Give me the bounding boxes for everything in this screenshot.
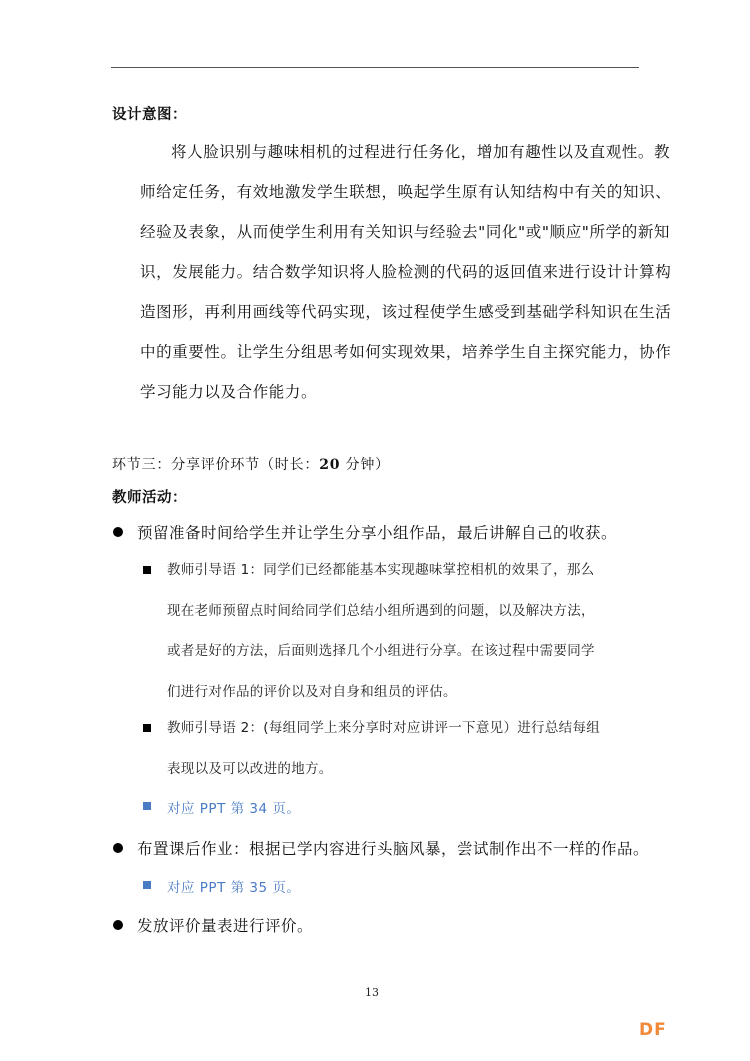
section-title: 环节三：分享评价环节（时长：20 分钟） [112, 457, 390, 473]
blue-square-bullet-icon [143, 881, 151, 889]
bullet-dot-icon [113, 527, 123, 537]
df-logo: DF [639, 1020, 667, 1040]
paragraph-line: 学习能力以及合作能力。 [140, 383, 318, 401]
bullet-dot-icon [113, 920, 123, 930]
teacher-activity-heading: 教师活动： [112, 490, 187, 506]
blue-square-bullet-icon [143, 802, 151, 810]
paragraph-line: 将人脸识别与趣味相机的过程进行任务化，增加有趣性以及直观性。教 [171, 143, 671, 161]
paragraph-line: 师给定任务，有效地激发学生联想，唤起学生原有认知结构中有关的知识、 [140, 183, 672, 201]
design-intent-paragraph [140, 132, 672, 412]
section-duration: 20 [319, 457, 341, 473]
design-intent-heading: 设计意图： [112, 107, 187, 123]
guide-quote-1: 教师引导语 1：同学们已经都能基本实现趣味掌控相机的效果了，那么 现在老师预留点时间给同学们总结小组所遇到的问题，以及解决方法， 或者是好的方法，后面则选择几个小组进行分享。在该过程中需要同学 们进行对作品的评价以及对自身和组员的评估。 [167, 562, 595, 700]
ppt-reference-1: 对应 PPT 第 34 页。 [167, 801, 301, 817]
bullet-item-3: 发放评价量表进行评价。 [137, 917, 314, 935]
paragraph-line: 经验及表象，从而使学生利用有关知识与经验去"同化"或"顺应"所学的新知 [140, 223, 671, 241]
square-bullet-icon [143, 566, 151, 574]
bullet-item-2: 布置课后作业：根据已学内容进行头脑风暴，尝试制作出不一样的作品。 [137, 840, 650, 858]
square-bullet-icon [143, 724, 151, 732]
guide-quote-2: 教师引导语 2：(每组同学上来分享时对应讲评一下意见）进行总结每组 表现以及可以改进的地方。 [167, 720, 601, 777]
paragraph-line: 识，发展能力。结合数学知识将人脸检测的代码的返回值来进行设计计算构 [140, 263, 672, 281]
paragraph-line: 造图形，再利用画线等代码实现，该过程使学生感受到基础学科知识在生活 [140, 303, 672, 321]
ppt-reference-2: 对应 PPT 第 35 页。 [167, 880, 301, 896]
page-number: 13 [365, 986, 379, 999]
header-rule [111, 67, 639, 68]
paragraph-line: 中的重要性。让学生分组思考如何实现效果，培养学生自主探究能力，协作 [140, 343, 672, 361]
bullet-dot-icon [113, 843, 123, 853]
bullet-item-1: 预留准备时间给学生并让学生分享小组作品，最后讲解自己的收获。 [137, 524, 618, 542]
